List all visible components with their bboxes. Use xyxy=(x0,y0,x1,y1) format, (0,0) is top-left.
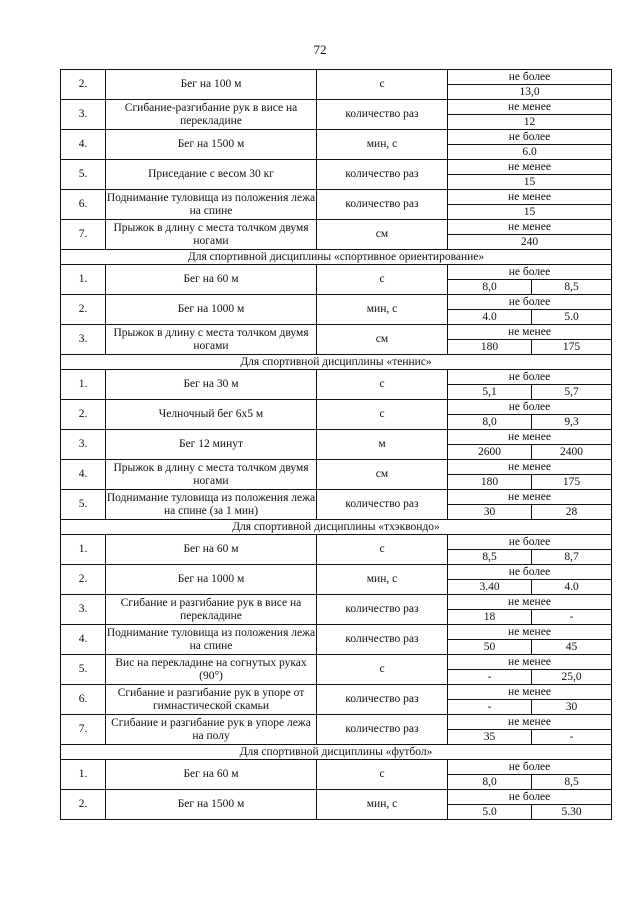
exercise-name: Поднимание туловища из положения лежа на спине xyxy=(106,625,317,655)
section-header-row xyxy=(61,250,612,265)
table-row xyxy=(61,460,612,475)
table-row xyxy=(61,685,612,700)
norm-condition: не менее xyxy=(448,655,612,670)
norm-value: 240 xyxy=(448,235,612,250)
table-row xyxy=(61,715,612,730)
unit-of-measure: количество раз xyxy=(317,160,448,190)
section-title: Для спортивной дисциплины «тхэквондо» xyxy=(61,520,612,535)
norm-condition: не более xyxy=(448,370,612,385)
norm-value-female: 5.30 xyxy=(532,805,612,820)
norm-condition: не более xyxy=(448,70,612,85)
row-number: 5. xyxy=(61,490,106,520)
table-row xyxy=(61,325,612,340)
norm-value: 6.0 xyxy=(448,145,612,160)
exercise-name: Прыжок в длину с места толчком двумя ногами xyxy=(106,220,317,250)
norm-value-female: 9,3 xyxy=(532,415,612,430)
norm-value-male: 5,1 xyxy=(448,385,532,400)
norm-value-female: 45 xyxy=(532,640,612,655)
norm-condition: не менее xyxy=(448,220,612,235)
row-number: 2. xyxy=(61,790,106,820)
row-number: 4. xyxy=(61,625,106,655)
norm-condition: не менее xyxy=(448,460,612,475)
exercise-name: Бег на 60 м xyxy=(106,265,317,295)
norm-value-male: - xyxy=(448,670,532,685)
unit-of-measure: см xyxy=(317,220,448,250)
norm-value-female: 5.0 xyxy=(532,310,612,325)
row-number: 3. xyxy=(61,325,106,355)
table-row xyxy=(61,130,612,145)
norm-condition: не менее xyxy=(448,430,612,445)
exercise-name: Бег на 30 м xyxy=(106,370,317,400)
row-number: 2. xyxy=(61,70,106,100)
unit-of-measure: мин, с xyxy=(317,295,448,325)
norm-value-female: 5,7 xyxy=(532,385,612,400)
exercise-name: Сгибание и разгибание рук в упоре от гимнастической скамьи xyxy=(106,685,317,715)
norm-value-male: 5.0 xyxy=(448,805,532,820)
table-row xyxy=(61,535,612,550)
row-number: 3. xyxy=(61,100,106,130)
exercise-name: Поднимание туловища из положения лежа на спине xyxy=(106,190,317,220)
norm-value-male: - xyxy=(448,700,532,715)
section-title: Для спортивной дисциплины «футбол» xyxy=(61,745,612,760)
table-row xyxy=(61,490,612,505)
row-number: 3. xyxy=(61,595,106,625)
norm-value: 13,0 xyxy=(448,85,612,100)
unit-of-measure: м xyxy=(317,430,448,460)
norm-condition: не менее xyxy=(448,190,612,205)
norm-value-male: 30 xyxy=(448,505,532,520)
section-header-row xyxy=(61,520,612,535)
norm-value-male: 180 xyxy=(448,340,532,355)
table-row xyxy=(61,595,612,610)
unit-of-measure: количество раз xyxy=(317,595,448,625)
norm-condition: не более xyxy=(448,295,612,310)
norm-value-female: 8,5 xyxy=(532,280,612,295)
row-number: 3. xyxy=(61,430,106,460)
exercise-name: Бег на 1000 м xyxy=(106,295,317,325)
norm-condition: не менее xyxy=(448,325,612,340)
unit-of-measure: с xyxy=(317,265,448,295)
exercise-name: Челночный бег 6х5 м xyxy=(106,400,317,430)
exercise-name: Бег на 100 м xyxy=(106,70,317,100)
norm-value-male: 2600 xyxy=(448,445,532,460)
unit-of-measure: мин, с xyxy=(317,790,448,820)
norm-value-male: 8,0 xyxy=(448,415,532,430)
table-row xyxy=(61,400,612,415)
exercise-name: Поднимание туловища из положения лежа на спине (за 1 мин) xyxy=(106,490,317,520)
norm-value-female: 4.0 xyxy=(532,580,612,595)
table-row xyxy=(61,565,612,580)
norm-value-male: 8,0 xyxy=(448,775,532,790)
section-header-row xyxy=(61,355,612,370)
norm-condition: не менее xyxy=(448,100,612,115)
norm-condition: не более xyxy=(448,265,612,280)
norm-condition: не более xyxy=(448,760,612,775)
table-row xyxy=(61,655,612,670)
table-row xyxy=(61,190,612,205)
unit-of-measure: мин, с xyxy=(317,130,448,160)
norm-condition: не менее xyxy=(448,490,612,505)
norm-value-female: - xyxy=(532,730,612,745)
unit-of-measure: с xyxy=(317,760,448,790)
unit-of-measure: количество раз xyxy=(317,715,448,745)
table-row xyxy=(61,625,612,640)
norm-condition: не более xyxy=(448,790,612,805)
norm-value-male: 180 xyxy=(448,475,532,490)
unit-of-measure: с xyxy=(317,655,448,685)
norm-value-male: 3.40 xyxy=(448,580,532,595)
unit-of-measure: мин, с xyxy=(317,565,448,595)
row-number: 1. xyxy=(61,370,106,400)
norm-value-male: 50 xyxy=(448,640,532,655)
norm-value-male: 8,0 xyxy=(448,280,532,295)
norm-condition: не менее xyxy=(448,595,612,610)
norm-condition: не менее xyxy=(448,715,612,730)
table-row xyxy=(61,70,612,85)
norm-condition: не более xyxy=(448,130,612,145)
exercise-name: Бег 12 минут xyxy=(106,430,317,460)
norm-condition: не менее xyxy=(448,160,612,175)
norm-condition: не менее xyxy=(448,625,612,640)
table-row xyxy=(61,760,612,775)
unit-of-measure: количество раз xyxy=(317,490,448,520)
exercise-name: Бег на 1500 м xyxy=(106,130,317,160)
unit-of-measure: с xyxy=(317,70,448,100)
unit-of-measure: количество раз xyxy=(317,190,448,220)
table-row xyxy=(61,220,612,235)
exercise-name: Сгибание и разгибание рук в упоре лежа на полу xyxy=(106,715,317,745)
row-number: 4. xyxy=(61,130,106,160)
unit-of-measure: с xyxy=(317,535,448,565)
row-number: 1. xyxy=(61,760,106,790)
norm-value-female: 175 xyxy=(532,475,612,490)
norm-value: 15 xyxy=(448,175,612,190)
section-title: Для спортивной дисциплины «теннис» xyxy=(61,355,612,370)
standards-table xyxy=(60,69,612,820)
norm-value-female: 28 xyxy=(532,505,612,520)
norm-condition: не более xyxy=(448,400,612,415)
norm-value-female: 30 xyxy=(532,700,612,715)
exercise-name: Бег на 60 м xyxy=(106,535,317,565)
unit-of-measure: количество раз xyxy=(317,625,448,655)
row-number: 2. xyxy=(61,400,106,430)
norm-value-female: 175 xyxy=(532,340,612,355)
table-row xyxy=(61,160,612,175)
unit-of-measure: см xyxy=(317,460,448,490)
table-row xyxy=(61,790,612,805)
exercise-name: Бег на 60 м xyxy=(106,760,317,790)
norm-condition: не менее xyxy=(448,685,612,700)
exercise-name: Сгибание и разгибание рук в висе на перекладине xyxy=(106,595,317,625)
unit-of-measure: с xyxy=(317,370,448,400)
section-header-row xyxy=(61,745,612,760)
norm-value: 12 xyxy=(448,115,612,130)
norm-value-male: 4.0 xyxy=(448,310,532,325)
table-row xyxy=(61,265,612,280)
exercise-name: Сгибание-разгибание рук в висе на перекладине xyxy=(106,100,317,130)
unit-of-measure: количество раз xyxy=(317,100,448,130)
unit-of-measure: см xyxy=(317,325,448,355)
unit-of-measure: с xyxy=(317,400,448,430)
norm-value-female: 8,7 xyxy=(532,550,612,565)
table-row xyxy=(61,295,612,310)
exercise-name: Вис на перекладине на согнутых руках (90°) xyxy=(106,655,317,685)
norm-value-female: 8,5 xyxy=(532,775,612,790)
row-number: 1. xyxy=(61,535,106,565)
exercise-name: Приседание с весом 30 кг xyxy=(106,160,317,190)
row-number: 7. xyxy=(61,715,106,745)
row-number: 4. xyxy=(61,460,106,490)
table-row xyxy=(61,430,612,445)
table-row xyxy=(61,100,612,115)
row-number: 1. xyxy=(61,265,106,295)
row-number: 5. xyxy=(61,160,106,190)
norm-value-female: 25,0 xyxy=(532,670,612,685)
row-number: 6. xyxy=(61,685,106,715)
standards-table-body xyxy=(61,70,612,820)
norm-condition: не более xyxy=(448,565,612,580)
row-number: 5. xyxy=(61,655,106,685)
page-number: 72 xyxy=(313,42,327,57)
norm-value-male: 35 xyxy=(448,730,532,745)
exercise-name: Прыжок в длину с места толчком двумя ногами xyxy=(106,460,317,490)
norm-value: 15 xyxy=(448,205,612,220)
norm-value-female: 2400 xyxy=(532,445,612,460)
section-title: Для спортивной дисциплины «спортивное ориентирование» xyxy=(61,250,612,265)
exercise-name: Прыжок в длину с места толчком двумя ногами xyxy=(106,325,317,355)
row-number: 2. xyxy=(61,295,106,325)
row-number: 6. xyxy=(61,190,106,220)
norm-value-female: - xyxy=(532,610,612,625)
exercise-name: Бег на 1500 м xyxy=(106,790,317,820)
row-number: 7. xyxy=(61,220,106,250)
exercise-name: Бег на 1000 м xyxy=(106,565,317,595)
table-row xyxy=(61,370,612,385)
row-number: 2. xyxy=(61,565,106,595)
norm-value-male: 18 xyxy=(448,610,532,625)
norm-condition: не более xyxy=(448,535,612,550)
unit-of-measure: количество раз xyxy=(317,685,448,715)
norm-value-male: 8,5 xyxy=(448,550,532,565)
